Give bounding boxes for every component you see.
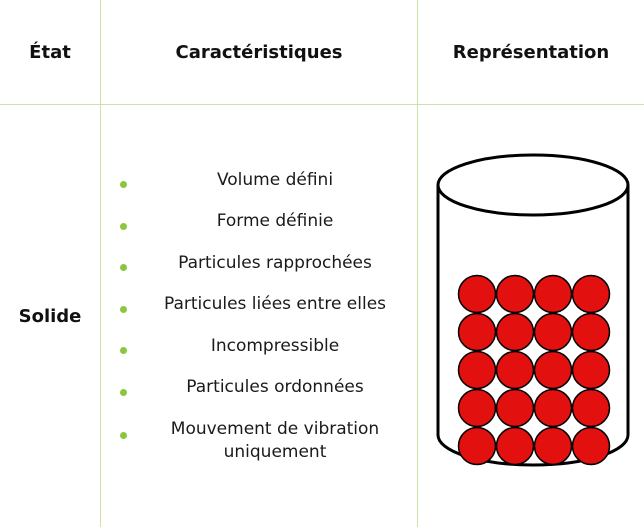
characteristic-text: Particules liées entre elles [163,294,387,314]
cylinder-top [438,155,628,215]
particle [459,390,496,427]
header-characteristics: Caractéristiques [175,41,343,63]
particle [535,314,572,351]
characteristic-text: Particules rapprochées [178,253,372,273]
particle [497,314,534,351]
particle [573,276,610,313]
cylinder-figure [418,105,644,527]
particle [459,276,496,313]
characteristics-list [101,105,417,527]
characteristic-text: Incompressible [210,336,340,356]
characteristic-text: Mouvement de vibration uniquement [170,419,380,462]
particle [459,352,496,389]
bullet-icon [120,181,127,188]
characteristic-text: Particules ordonnées [186,377,364,397]
bullet-icon [120,432,127,439]
particle [497,276,534,313]
solid-representation [418,105,644,527]
bullet-icon [120,264,127,271]
particle [497,352,534,389]
characteristic-text: Forme définie [216,211,334,231]
particle [535,352,572,389]
particle-grid [459,276,610,465]
particle [573,352,610,389]
particle [535,428,572,465]
bullet-icon [120,347,127,354]
particle [497,390,534,427]
characteristic-text: Volume défini [216,170,334,190]
state-solid: Solide [18,305,82,327]
particle [535,276,572,313]
particle [497,428,534,465]
bullet-icon [120,389,127,396]
bullet-icon [120,223,127,230]
particle [573,314,610,351]
bullet-icon [120,306,127,313]
particle [573,390,610,427]
particle [459,314,496,351]
header-state: État [29,41,71,63]
particle [573,428,610,465]
particle [535,390,572,427]
header-representation: Représentation [452,41,610,63]
particle [459,428,496,465]
